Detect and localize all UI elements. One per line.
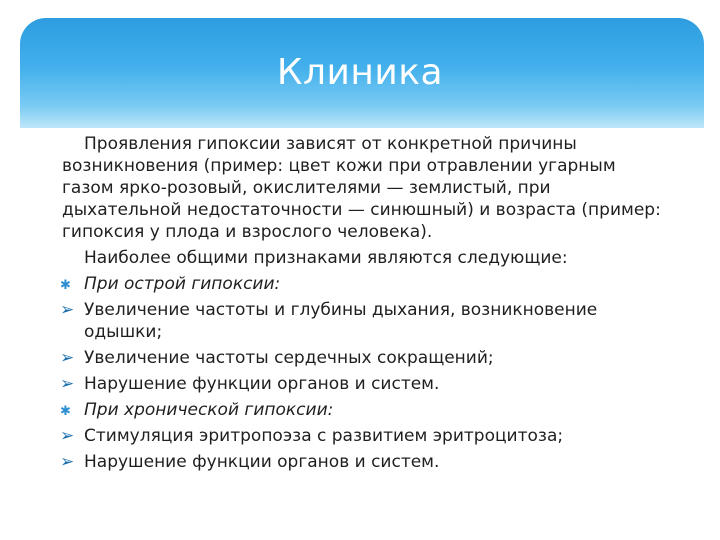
signs-list <box>62 273 662 473</box>
arrow-bullet-icon: ➢ <box>60 374 75 394</box>
star-bullet-icon: ✱ <box>60 404 71 419</box>
list-item: ➢ Нарушение функции органов и систем. <box>60 374 440 394</box>
slide-title: Клиника <box>276 52 444 93</box>
signs-heading: Наиболее общими признаками являются следующие: <box>84 248 568 268</box>
list-item: ✱ При острой гипоксии: <box>62 273 662 295</box>
arrow-bullet-icon: ➢ <box>60 452 75 472</box>
star-bullet-icon: ✱ <box>60 278 71 293</box>
list-item: ✱ При хронической гипоксии: <box>62 399 662 421</box>
list-item: ➢ Стимуляция эритропоэза с развитием эритроцитоза; <box>60 426 564 446</box>
list-item: ➢ Увеличение частоты и глубины дыхания, возникновение одышки; <box>60 300 598 342</box>
list-item: ➢ Нарушение функции органов и систем. <box>60 452 440 472</box>
slide-content <box>62 133 662 477</box>
arrow-bullet-icon: ➢ <box>60 300 75 320</box>
intro-paragraph: Проявления гипоксии зависят от конкретной причины возникновения (пример: цвет кожи при отравлении угарным газом ярко-розовый, окислителями — землистый, при дыхательной недостаточности — синюшный) и возраста (пример: гипоксия у плода и взрослого человека). <box>62 134 661 242</box>
arrow-bullet-icon: ➢ <box>60 348 75 368</box>
list-item: ➢ Увеличение частоты сердечных сокращений; <box>60 348 494 368</box>
arrow-bullet-icon: ➢ <box>60 426 75 446</box>
